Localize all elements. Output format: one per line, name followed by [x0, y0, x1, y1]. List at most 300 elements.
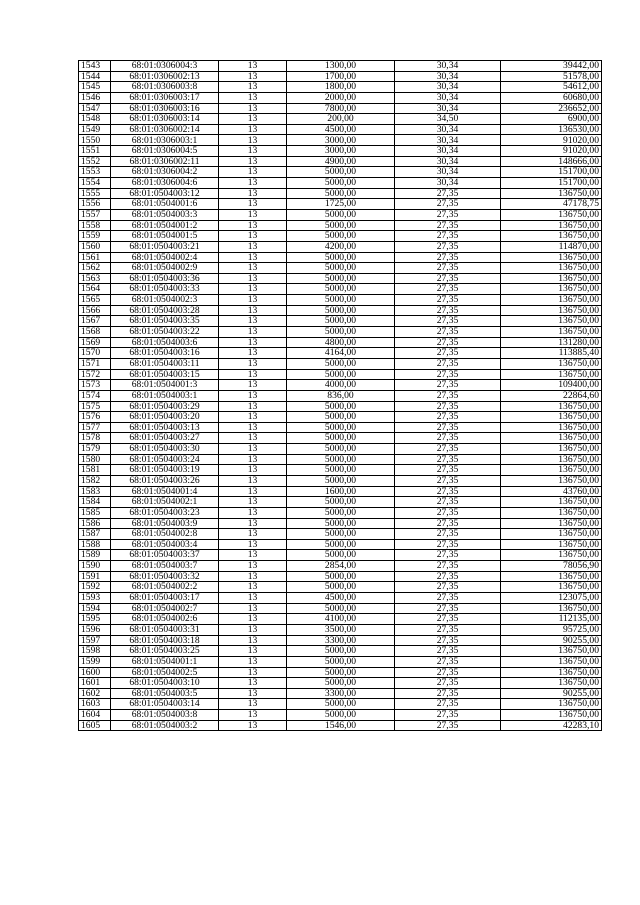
table-row	[79, 401, 602, 412]
area-value-cell: 5000,00	[287, 178, 395, 189]
area-value-cell: 1725,00	[287, 199, 395, 210]
cadastral-number-cell: 68:01:0504002:5	[111, 667, 219, 678]
row-number-cell: 1603	[79, 699, 111, 710]
rate-value-cell: 27,35	[395, 561, 501, 572]
category-code-cell: 13	[219, 571, 287, 582]
table-row	[79, 316, 602, 327]
area-value-cell: 5000,00	[287, 656, 395, 667]
table-row	[79, 603, 602, 614]
category-code-cell: 13	[219, 337, 287, 348]
rate-value-cell: 27,35	[395, 507, 501, 518]
category-code-cell: 13	[219, 135, 287, 146]
total-value-cell: 131280,00	[501, 337, 602, 348]
cadastral-number-cell: 68:01:0504003:12	[111, 188, 219, 199]
total-value-cell: 136750,00	[501, 454, 602, 465]
category-code-cell: 13	[219, 465, 287, 476]
row-number-cell: 1552	[79, 156, 111, 167]
total-value-cell: 136750,00	[501, 369, 602, 380]
row-number-cell: 1583	[79, 486, 111, 497]
rate-value-cell: 27,35	[395, 433, 501, 444]
total-value-cell: 136750,00	[501, 529, 602, 540]
cadastral-number-cell: 68:01:0504003:36	[111, 273, 219, 284]
total-value-cell: 136750,00	[501, 678, 602, 689]
row-number-cell: 1589	[79, 550, 111, 561]
total-value-cell: 136750,00	[501, 518, 602, 529]
total-value-cell: 136750,00	[501, 667, 602, 678]
rate-value-cell: 27,35	[395, 454, 501, 465]
total-value-cell: 136750,00	[501, 656, 602, 667]
category-code-cell: 13	[219, 433, 287, 444]
category-code-cell: 13	[219, 369, 287, 380]
cadastral-number-cell: 68:01:0306004:2	[111, 167, 219, 178]
total-value-cell: 136750,00	[501, 220, 602, 231]
area-value-cell: 4200,00	[287, 241, 395, 252]
total-value-cell: 136750,00	[501, 582, 602, 593]
row-number-cell: 1567	[79, 316, 111, 327]
rate-value-cell: 27,35	[395, 241, 501, 252]
cadastral-number-cell: 68:01:0504003:3	[111, 209, 219, 220]
rate-value-cell: 27,35	[395, 518, 501, 529]
table-row	[79, 720, 602, 731]
row-number-cell: 1556	[79, 199, 111, 210]
category-code-cell: 13	[219, 295, 287, 306]
rate-value-cell: 27,35	[395, 380, 501, 391]
total-value-cell: 136750,00	[501, 497, 602, 508]
cadastral-number-cell: 68:01:0504003:22	[111, 327, 219, 338]
table-row	[79, 82, 602, 93]
area-value-cell: 5000,00	[287, 316, 395, 327]
cadastral-number-cell: 68:01:0504003:6	[111, 337, 219, 348]
category-code-cell: 13	[219, 582, 287, 593]
table-row	[79, 135, 602, 146]
total-value-cell: 47178,75	[501, 199, 602, 210]
area-value-cell: 5000,00	[287, 327, 395, 338]
area-value-cell: 5000,00	[287, 422, 395, 433]
category-code-cell: 13	[219, 263, 287, 274]
total-value-cell: 123075,00	[501, 593, 602, 604]
total-value-cell: 151700,00	[501, 167, 602, 178]
cadastral-number-cell: 68:01:0306003:14	[111, 114, 219, 125]
table-row	[79, 646, 602, 657]
table-row	[79, 92, 602, 103]
total-value-cell: 42283,10	[501, 720, 602, 731]
area-value-cell: 5000,00	[287, 433, 395, 444]
area-value-cell: 5000,00	[287, 401, 395, 412]
table-row	[79, 252, 602, 263]
row-number-cell: 1598	[79, 646, 111, 657]
category-code-cell: 13	[219, 603, 287, 614]
table-row	[79, 486, 602, 497]
area-value-cell: 5000,00	[287, 263, 395, 274]
rate-value-cell: 27,35	[395, 305, 501, 316]
rate-value-cell: 27,35	[395, 529, 501, 540]
area-value-cell: 1300,00	[287, 61, 395, 72]
rate-value-cell: 34,50	[395, 114, 501, 125]
rate-value-cell: 27,35	[395, 412, 501, 423]
area-value-cell: 5000,00	[287, 305, 395, 316]
area-value-cell: 5000,00	[287, 582, 395, 593]
rate-value-cell: 27,35	[395, 646, 501, 657]
row-number-cell: 1547	[79, 103, 111, 114]
table-row	[79, 369, 602, 380]
rate-value-cell: 27,35	[395, 337, 501, 348]
table-row	[79, 593, 602, 604]
cadastral-table	[78, 60, 602, 731]
row-number-cell: 1543	[79, 61, 111, 72]
rate-value-cell: 27,35	[395, 231, 501, 242]
category-code-cell: 13	[219, 507, 287, 518]
area-value-cell: 5000,00	[287, 231, 395, 242]
table-row	[79, 699, 602, 710]
row-number-cell: 1572	[79, 369, 111, 380]
rate-value-cell: 27,35	[395, 635, 501, 646]
category-code-cell: 13	[219, 593, 287, 604]
category-code-cell: 13	[219, 92, 287, 103]
category-code-cell: 13	[219, 273, 287, 284]
table-row	[79, 358, 602, 369]
category-code-cell: 13	[219, 146, 287, 157]
row-number-cell: 1569	[79, 337, 111, 348]
table-row	[79, 337, 602, 348]
cadastral-number-cell: 68:01:0504002:9	[111, 263, 219, 274]
area-value-cell: 4164,00	[287, 348, 395, 359]
area-value-cell: 5000,00	[287, 284, 395, 295]
category-code-cell: 13	[219, 231, 287, 242]
category-code-cell: 13	[219, 656, 287, 667]
category-code-cell: 13	[219, 316, 287, 327]
cadastral-number-cell: 68:01:0504003:16	[111, 348, 219, 359]
rate-value-cell: 27,35	[395, 710, 501, 721]
category-code-cell: 13	[219, 156, 287, 167]
rate-value-cell: 27,35	[395, 422, 501, 433]
area-value-cell: 4900,00	[287, 156, 395, 167]
cadastral-number-cell: 68:01:0504002:8	[111, 529, 219, 540]
row-number-cell: 1584	[79, 497, 111, 508]
cadastral-number-cell: 68:01:0504003:19	[111, 465, 219, 476]
area-value-cell: 5000,00	[287, 358, 395, 369]
rate-value-cell: 30,34	[395, 135, 501, 146]
rate-value-cell: 27,35	[395, 220, 501, 231]
area-value-cell: 5000,00	[287, 475, 395, 486]
table-row	[79, 582, 602, 593]
rate-value-cell: 27,35	[395, 486, 501, 497]
area-value-cell: 3000,00	[287, 146, 395, 157]
row-number-cell: 1566	[79, 305, 111, 316]
row-number-cell: 1560	[79, 241, 111, 252]
cadastral-number-cell: 68:01:0504003:11	[111, 358, 219, 369]
rate-value-cell: 27,35	[395, 327, 501, 338]
cadastral-number-cell: 68:01:0306002:14	[111, 124, 219, 135]
total-value-cell: 6900,00	[501, 114, 602, 125]
row-number-cell: 1568	[79, 327, 111, 338]
area-value-cell: 4000,00	[287, 380, 395, 391]
total-value-cell: 136750,00	[501, 273, 602, 284]
total-value-cell: 236652,00	[501, 103, 602, 114]
category-code-cell: 13	[219, 61, 287, 72]
category-code-cell: 13	[219, 614, 287, 625]
row-number-cell: 1550	[79, 135, 111, 146]
cadastral-number-cell: 68:01:0504003:28	[111, 305, 219, 316]
total-value-cell: 136750,00	[501, 188, 602, 199]
row-number-cell: 1553	[79, 167, 111, 178]
row-number-cell: 1593	[79, 593, 111, 604]
cadastral-number-cell: 68:01:0504003:21	[111, 241, 219, 252]
table-row	[79, 295, 602, 306]
total-value-cell: 136750,00	[501, 209, 602, 220]
category-code-cell: 13	[219, 327, 287, 338]
total-value-cell: 114870,00	[501, 241, 602, 252]
row-number-cell: 1564	[79, 284, 111, 295]
total-value-cell: 136750,00	[501, 231, 602, 242]
total-value-cell: 136750,00	[501, 263, 602, 274]
category-code-cell: 13	[219, 497, 287, 508]
total-value-cell: 136750,00	[501, 412, 602, 423]
row-number-cell: 1604	[79, 710, 111, 721]
table-row	[79, 61, 602, 72]
cadastral-number-cell: 68:01:0504003:8	[111, 710, 219, 721]
table-row	[79, 667, 602, 678]
area-value-cell: 5000,00	[287, 167, 395, 178]
total-value-cell: 136750,00	[501, 327, 602, 338]
category-code-cell: 13	[219, 380, 287, 391]
table-row	[79, 305, 602, 316]
rate-value-cell: 27,35	[395, 348, 501, 359]
table-body	[79, 61, 602, 731]
table-row	[79, 156, 602, 167]
row-number-cell: 1575	[79, 401, 111, 412]
row-number-cell: 1579	[79, 444, 111, 455]
cadastral-number-cell: 68:01:0504003:17	[111, 593, 219, 604]
area-value-cell: 2854,00	[287, 561, 395, 572]
cadastral-number-cell: 68:01:0504002:4	[111, 252, 219, 263]
rate-value-cell: 27,35	[395, 209, 501, 220]
row-number-cell: 1573	[79, 380, 111, 391]
total-value-cell: 136750,00	[501, 603, 602, 614]
total-value-cell: 109400,00	[501, 380, 602, 391]
table-row	[79, 71, 602, 82]
cadastral-number-cell: 68:01:0306003:8	[111, 82, 219, 93]
total-value-cell: 39442,00	[501, 61, 602, 72]
area-value-cell: 1700,00	[287, 71, 395, 82]
total-value-cell: 136750,00	[501, 422, 602, 433]
rate-value-cell: 30,34	[395, 178, 501, 189]
rate-value-cell: 27,35	[395, 358, 501, 369]
table-row	[79, 178, 602, 189]
total-value-cell: 151700,00	[501, 178, 602, 189]
category-code-cell: 13	[219, 454, 287, 465]
category-code-cell: 13	[219, 635, 287, 646]
total-value-cell: 136750,00	[501, 252, 602, 263]
row-number-cell: 1554	[79, 178, 111, 189]
cadastral-number-cell: 68:01:0504003:37	[111, 550, 219, 561]
cadastral-number-cell: 68:01:0504002:7	[111, 603, 219, 614]
row-number-cell: 1557	[79, 209, 111, 220]
area-value-cell: 5000,00	[287, 465, 395, 476]
row-number-cell: 1585	[79, 507, 111, 518]
total-value-cell: 136750,00	[501, 433, 602, 444]
cadastral-number-cell: 68:01:0504003:9	[111, 518, 219, 529]
cadastral-number-cell: 68:01:0504003:1	[111, 390, 219, 401]
row-number-cell: 1551	[79, 146, 111, 157]
cadastral-number-cell: 68:01:0504003:25	[111, 646, 219, 657]
total-value-cell: 136750,00	[501, 539, 602, 550]
rate-value-cell: 30,34	[395, 146, 501, 157]
row-number-cell: 1570	[79, 348, 111, 359]
total-value-cell: 136750,00	[501, 444, 602, 455]
row-number-cell: 1588	[79, 539, 111, 550]
area-value-cell: 5000,00	[287, 550, 395, 561]
table-row	[79, 114, 602, 125]
total-value-cell: 136530,00	[501, 124, 602, 135]
total-value-cell: 43760,00	[501, 486, 602, 497]
total-value-cell: 22864,60	[501, 390, 602, 401]
rate-value-cell: 27,35	[395, 614, 501, 625]
rate-value-cell: 27,35	[395, 295, 501, 306]
rate-value-cell: 27,35	[395, 539, 501, 550]
total-value-cell: 60680,00	[501, 92, 602, 103]
category-code-cell: 13	[219, 252, 287, 263]
row-number-cell: 1548	[79, 114, 111, 125]
category-code-cell: 13	[219, 688, 287, 699]
table-row	[79, 571, 602, 582]
category-code-cell: 13	[219, 401, 287, 412]
rate-value-cell: 27,35	[395, 444, 501, 455]
row-number-cell: 1597	[79, 635, 111, 646]
rate-value-cell: 27,35	[395, 678, 501, 689]
total-value-cell: 112135,00	[501, 614, 602, 625]
cadastral-number-cell: 68:01:0504001:6	[111, 199, 219, 210]
total-value-cell: 136750,00	[501, 710, 602, 721]
category-code-cell: 13	[219, 209, 287, 220]
area-value-cell: 5000,00	[287, 444, 395, 455]
category-code-cell: 13	[219, 390, 287, 401]
rate-value-cell: 27,35	[395, 401, 501, 412]
row-number-cell: 1563	[79, 273, 111, 284]
rate-value-cell: 30,34	[395, 103, 501, 114]
area-value-cell: 3300,00	[287, 688, 395, 699]
category-code-cell: 13	[219, 124, 287, 135]
table-row	[79, 465, 602, 476]
category-code-cell: 13	[219, 188, 287, 199]
category-code-cell: 13	[219, 646, 287, 657]
area-value-cell: 5000,00	[287, 603, 395, 614]
table-row	[79, 518, 602, 529]
table-row	[79, 656, 602, 667]
category-code-cell: 13	[219, 720, 287, 731]
row-number-cell: 1590	[79, 561, 111, 572]
table-row	[79, 454, 602, 465]
category-code-cell: 13	[219, 475, 287, 486]
cadastral-number-cell: 68:01:0504001:1	[111, 656, 219, 667]
rate-value-cell: 27,35	[395, 369, 501, 380]
rate-value-cell: 30,34	[395, 82, 501, 93]
total-value-cell: 136750,00	[501, 305, 602, 316]
cadastral-number-cell: 68:01:0504001:3	[111, 380, 219, 391]
area-value-cell: 4500,00	[287, 593, 395, 604]
total-value-cell: 136750,00	[501, 316, 602, 327]
rate-value-cell: 27,35	[395, 199, 501, 210]
cadastral-number-cell: 68:01:0504003:24	[111, 454, 219, 465]
table-row	[79, 635, 602, 646]
area-value-cell: 5000,00	[287, 518, 395, 529]
table-row	[79, 124, 602, 135]
total-value-cell: 136750,00	[501, 401, 602, 412]
area-value-cell: 5000,00	[287, 667, 395, 678]
row-number-cell: 1594	[79, 603, 111, 614]
row-number-cell: 1546	[79, 92, 111, 103]
total-value-cell: 91020,00	[501, 146, 602, 157]
table-row	[79, 710, 602, 721]
rate-value-cell: 27,35	[395, 263, 501, 274]
table-row	[79, 614, 602, 625]
table-row	[79, 209, 602, 220]
table-row	[79, 327, 602, 338]
category-code-cell: 13	[219, 486, 287, 497]
rate-value-cell: 30,34	[395, 167, 501, 178]
rate-value-cell: 27,35	[395, 550, 501, 561]
category-code-cell: 13	[219, 518, 287, 529]
row-number-cell: 1576	[79, 412, 111, 423]
area-value-cell: 5000,00	[287, 646, 395, 657]
category-code-cell: 13	[219, 241, 287, 252]
cadastral-number-cell: 68:01:0306002:11	[111, 156, 219, 167]
category-code-cell: 13	[219, 550, 287, 561]
area-value-cell: 5000,00	[287, 295, 395, 306]
table-row	[79, 188, 602, 199]
category-code-cell: 13	[219, 167, 287, 178]
area-value-cell: 4500,00	[287, 124, 395, 135]
table-row	[79, 263, 602, 274]
cadastral-number-cell: 68:01:0504003:15	[111, 369, 219, 380]
table-row	[79, 444, 602, 455]
area-value-cell: 5000,00	[287, 209, 395, 220]
row-number-cell: 1591	[79, 571, 111, 582]
area-value-cell: 3500,00	[287, 624, 395, 635]
total-value-cell: 90255,00	[501, 688, 602, 699]
total-value-cell: 136750,00	[501, 550, 602, 561]
total-value-cell: 95725,00	[501, 624, 602, 635]
category-code-cell: 13	[219, 358, 287, 369]
row-number-cell: 1544	[79, 71, 111, 82]
cadastral-number-cell: 68:01:0306004:6	[111, 178, 219, 189]
row-number-cell: 1599	[79, 656, 111, 667]
row-number-cell: 1586	[79, 518, 111, 529]
table-row	[79, 167, 602, 178]
row-number-cell: 1549	[79, 124, 111, 135]
category-code-cell: 13	[219, 305, 287, 316]
cadastral-number-cell: 68:01:0306004:5	[111, 146, 219, 157]
row-number-cell: 1602	[79, 688, 111, 699]
row-number-cell: 1574	[79, 390, 111, 401]
category-code-cell: 13	[219, 71, 287, 82]
table-row	[79, 539, 602, 550]
table-row	[79, 241, 602, 252]
rate-value-cell: 27,35	[395, 593, 501, 604]
table-row	[79, 348, 602, 359]
cadastral-number-cell: 68:01:0504003:26	[111, 475, 219, 486]
area-value-cell: 4100,00	[287, 614, 395, 625]
area-value-cell: 5000,00	[287, 497, 395, 508]
cadastral-number-cell: 68:01:0504003:10	[111, 678, 219, 689]
cadastral-number-cell: 68:01:0306003:17	[111, 92, 219, 103]
category-code-cell: 13	[219, 199, 287, 210]
rate-value-cell: 30,34	[395, 61, 501, 72]
cadastral-number-cell: 68:01:0504003:31	[111, 624, 219, 635]
area-value-cell: 5000,00	[287, 273, 395, 284]
category-code-cell: 13	[219, 710, 287, 721]
rate-value-cell: 27,35	[395, 475, 501, 486]
row-number-cell: 1578	[79, 433, 111, 444]
